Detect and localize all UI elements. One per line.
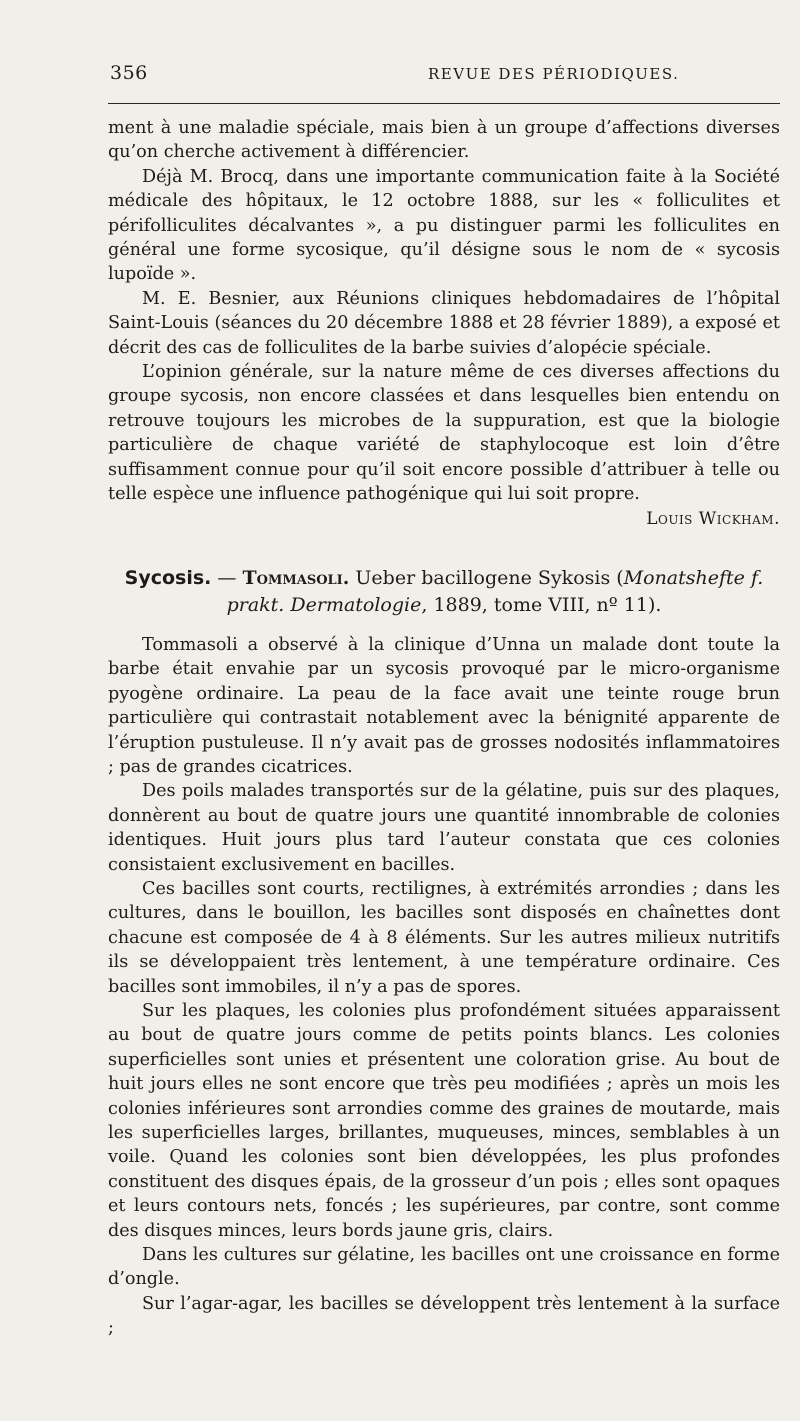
heading-reference: , 1889, tome VIII, nº 11). <box>421 593 662 616</box>
page-body <box>108 116 780 1341</box>
header-rule <box>108 103 780 104</box>
paragraph: Dans les cultures sur gélatine, les bacilles ont une croissance en forme d’ongle. <box>108 1245 780 1290</box>
paragraph: Sur les plaques, les colonies plus profondément situées apparaissent au bout de quatre jours comme de petits points blancs. Les colonies superficielles sont unies et présentent une coloration grise. Au bout de huit jours elles ne sont encore que très peu modifiées ; après un mois les colonies inférieures sont arrondies comme des graines de moutarde, mais les superficielles larges, brillantes, muqueuses, minces, semblables à un voile. Quand les colonies sont bien développées, les plus profondes constituent des disques épais, de la grosseur d’un pois ; elles sont opaques et leurs contours nets, foncés ; les supérieures, par contre, sont comme des disques minces, leurs bords jaune gris, clairs. <box>108 1001 780 1241</box>
page-header <box>108 62 780 92</box>
heading-journal: Monatshefte f. prakt. Dermatologie <box>226 566 764 616</box>
paragraph: Ces bacilles sont courts, rectilignes, à extrémités arrondies ; dans les cultures, dans le bouillon, les bacilles sont disposés en chaînettes dont chacune est composée de 4 à 8 éléments. Sur les autres milieux nutritifs ils se développaient très lentement, à une température ordinaire. Ces bacilles sont immobiles, il n’y a pas de spores. <box>108 878 780 997</box>
paragraph: Des poils malades transportés sur de la gélatine, puis sur des plaques, donnèrent au bout de quatre jours une quantité innombrable de colonies identiques. Huit jours plus tard l’auteur constata que ces colonies consistaient exclusivement en bacilles. <box>108 781 780 875</box>
paragraph: Sur l’agar-agar, les bacilles se développent très lentement à la surface ; <box>108 1293 780 1339</box>
paragraph: M. E. Besnier, aux Réunions cliniques hebdomadaires de l’hôpital Saint-Louis (séances du 20 décembre 1888 et 28 février 1889), a exposé et décrit des cas de folliculites de la barbe suivies d’alopécie spéciale. <box>108 288 780 358</box>
page-number: 356 <box>110 62 148 84</box>
heading-author: Tommasoli. <box>242 566 350 589</box>
paragraph: Déjà M. Brocq, dans une importante communication faite à la Société médicale des hôpitaux, le 12 octobre 1888, sur les « folliculites et périfolliculites décalvantes », a pu distinguer parmi les folliculites en général une forme sycosique, qu’il désigne sous le nom de « sycosis lupoïde ». <box>108 166 780 285</box>
paragraph: L’opinion générale, sur la nature même de ces diverses affections du groupe sycosis, non encore classées et dans lesquelles bien entendu on retrouve toujours les microbes de la suppuration, est que la biologie particulière de chaque variété de staphylocoque est loin d’être suffisamment connue pour qu’il soit encore possible d’attribuer à telle ou telle espèce une influence pathogénique qui lui soit propre. <box>108 362 780 505</box>
heading-subject: Sycosis. <box>124 566 212 589</box>
heading-dash: — <box>211 566 243 589</box>
paragraph-continuation: ment à une maladie spéciale, mais bien à un groupe d’affections diverses qu’on cherche activement à différencier. <box>108 118 780 163</box>
running-title: REVUE DES PÉRIODIQUES. <box>428 65 680 83</box>
heading-title: Ueber bacillogene Sykosis ( <box>349 566 624 589</box>
article-heading <box>108 565 780 619</box>
author-signature: Louis Wickham. <box>646 508 780 529</box>
paragraph: Tommasoli a observé à la clinique d’Unna un malade dont toute la barbe était envahie par un sycosis provoqué par le micro-organisme pyogène ordinaire. La peau de la face avait une teinte rouge brun particulière qui contrastait notablement avec la bénignité apparente de l’éruption pustuleuse. Il n’y avait pas de grosses nodosités inflammatoires ; pas de grandes cicatrices. <box>108 634 780 777</box>
